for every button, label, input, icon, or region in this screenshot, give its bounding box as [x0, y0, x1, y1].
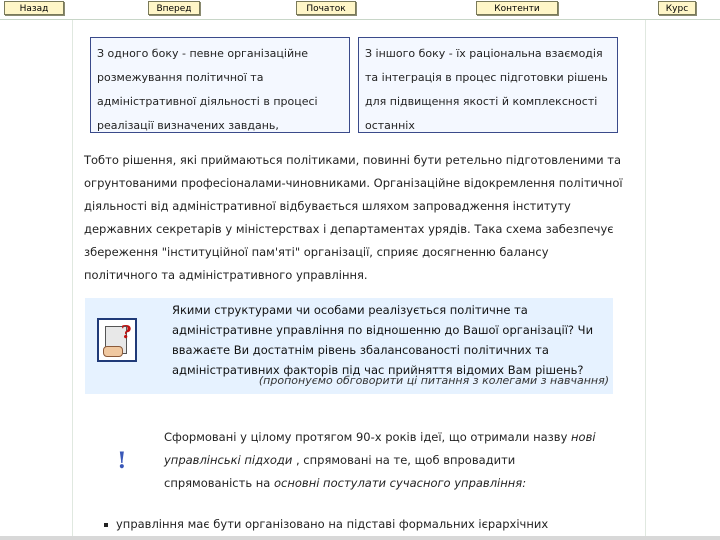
- body-paragraph: [84, 149, 624, 287]
- question-document-icon: [97, 318, 137, 362]
- exclamation-icon: !: [117, 448, 127, 474]
- question-mark-shape: ?: [121, 322, 132, 343]
- forward-button[interactable]: Вперед: [148, 1, 200, 15]
- left-box-text: З одного боку - певне організаційне розмежування політичної та адміністративної діяльності в процесі реалізації визначених завдань,: [97, 47, 318, 132]
- question-text: Якими структурами чи особами реалізується політичне та адміністративне управління по відношенню до Вашої організації? Чи вважаєте Ви достатнім рівень збалансованості політичних та адміністративних факторів під час прийняття відомих Вам рішень?: [172, 303, 594, 377]
- question-panel: [85, 298, 613, 394]
- body-paragraph-end: забезпечує збереження "інституційної пам'яті" організації, сприяє досягненню балансу політичного та адміністративного управління.: [84, 222, 614, 282]
- navigation-bar: [0, 0, 720, 20]
- note-middle: , спрямовані на те, щоб впровадити: [296, 453, 516, 467]
- bullet-dot-icon: [104, 523, 108, 527]
- bullet-text: управління має бути організовано на підставі формальних ієрархічних: [116, 517, 549, 531]
- start-button[interactable]: Початок: [296, 1, 356, 15]
- right-box-text: З іншого боку - їх раціональна взаємодія та інтеграція в процес підготовки рішень для підвищення якості й комплексності останніх: [365, 47, 608, 132]
- back-button[interactable]: Назад: [4, 1, 64, 15]
- note-lead: Сформовані у цілому протягом 90-х років ідеї, що отримали назву: [164, 430, 568, 444]
- hand-shape: [103, 346, 123, 357]
- left-box: [90, 37, 350, 133]
- right-box: [358, 37, 618, 133]
- note-italic-1: нові управлінські підходи: [164, 430, 596, 467]
- question-note: (пропонуємо обговорити ці питання з колегами з навчання): [258, 374, 609, 387]
- note-text-mid: спрямованість на: [164, 476, 271, 490]
- contents-button[interactable]: Контенти: [476, 1, 558, 15]
- note-italic-2: основні постулати сучасного управління:: [274, 476, 527, 490]
- note-text: [164, 426, 604, 495]
- course-button[interactable]: Курс: [658, 1, 696, 15]
- bottom-bar: [0, 536, 720, 540]
- list-item: [104, 516, 624, 532]
- body-paragraph-text: Тобто рішення, які приймаються політиками, повинні бути ретельно підготовленими та огрунтованими професіоналами-чиновниками. Організаційне відокремлення політичної діяльності від адміністративної відбувається шляхом запровадження інституту державних секретарів у міністерствах і департаментах урядів. Така схема: [84, 153, 623, 236]
